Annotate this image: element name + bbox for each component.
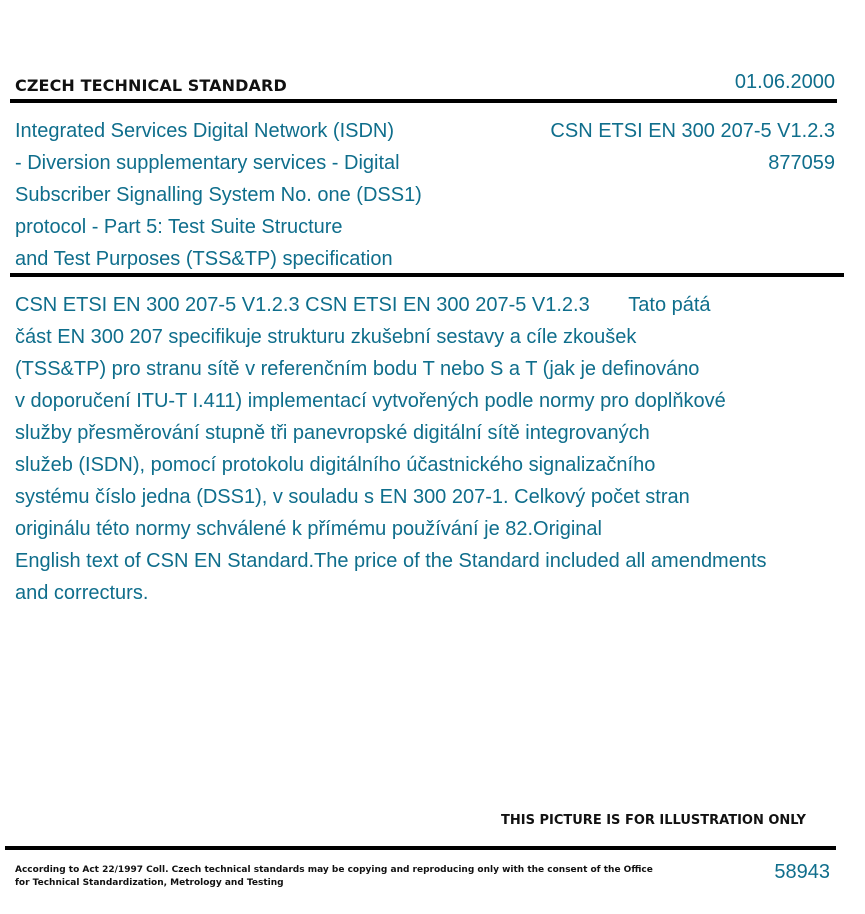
title-line: Subscriber Signalling System No. one (DSS1) [15,184,422,206]
title-line: protocol - Part 5: Test Suite Structure [15,216,343,238]
description-line: originálu této normy schválené k přímému používání je 82.Original [15,518,602,540]
description-line: služby přesměrování stupně tři panevropské digitální sítě integrovaných [15,422,650,444]
title-line: - Diversion supplementary services - Digital [15,152,400,174]
middle-divider [10,273,844,277]
description-line: CSN ETSI EN 300 207-5 V1.2.3 CSN ETSI EN 300 207-5 V1.2.3 Tato pátá [15,294,711,316]
bottom-divider [5,846,836,850]
title-line: and Test Purposes (TSS&TP) specification [15,248,393,270]
description-line: and correcturs. [15,582,149,604]
catalog-number: 877059 [768,152,835,174]
description-line: English text of CSN EN Standard.The price of the Standard included all amendments [15,550,767,572]
footer-number: 58943 [774,861,830,883]
description-line: část EN 300 207 specifikuje strukturu zkušební sestavy a cíle zkoušek [15,326,637,348]
standard-date: 01.06.2000 [734,71,835,93]
illustration-note: THIS PICTURE IS FOR ILLUSTRATION ONLY [501,813,806,828]
standard-description [15,289,840,609]
description-line: systému číslo jedna (DSS1), v souladu s EN 300 207-1. Celkový počet stran [15,486,690,508]
standard-identifiers [550,115,835,179]
standard-title [15,115,495,275]
description-line: (TSS&TP) pro stranu sítě v referenčním bodu T nebo S a T (jak je definováno [15,358,700,380]
title-line: Integrated Services Digital Network (ISDN) [15,120,395,142]
top-divider [10,99,837,103]
description-line: služeb (ISDN), pomocí protokolu digitálního účastnického signalizačního [15,454,656,476]
footer-legal-line: According to Act 22/1997 Coll. Czech technical standards may be copying and reproducing only with the consent of the Office [15,865,653,875]
standard-code: CSN ETSI EN 300 207-5 V1.2.3 [550,120,835,142]
description-line: v doporučení ITU-T I.411) implementací vytvořených podle normy pro doplňkové [15,390,726,412]
standard-header-label: CZECH TECHNICAL STANDARD [15,76,287,95]
footer-legal-note [15,864,653,890]
footer-legal-line: for Technical Standardization, Metrology and Testing [15,878,284,888]
